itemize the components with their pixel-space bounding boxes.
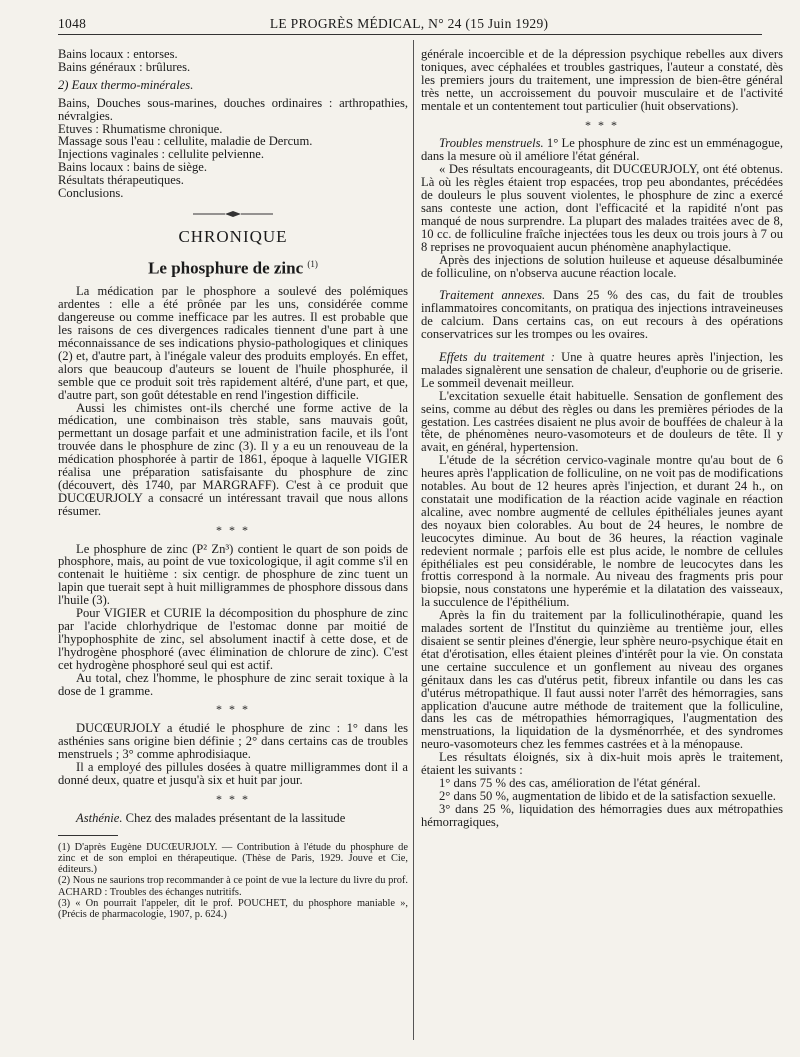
page-number: 1048	[58, 16, 87, 31]
result-line: 3° dans 25 %, liquidation des hémorragies dues aux métropathies hémorragiques,	[421, 801, 783, 829]
paragraph: Après la fin du traitement par la folliculinothérapie, quand les malades sortent de l'Institut du quinzième au trentième jour, elles disaient se sentir pleines d'énergie, leur sphère neuro-psychique était en état d'érotisation, elles étaient pleines d'intérêt pour la vie. On constata une certaine succulence et un gonflement au niveau des organes génitaux dans les cas d'utérus petit, fibreux infantile ou dans les cas d'utérus métropathique. Il faut aussi noter l'arrêt des hémorragies, sans application d'aucune autre méthode de traitement que la folliculine, dans les cas de métropathies hémorragiques, l'augmentation des menstruations, la liquidation de la dysménorrhée, et des syndromes neuro-vasomoteurs chez les femmes castrées et à la ménopause.	[421, 608, 783, 752]
list-line: Résultats thérapeutiques.	[58, 173, 184, 188]
paragraph: Après des injections de solution huileuse et aqueuse désalbuminée de folliculine, on n'observa aucune réaction locale.	[421, 252, 783, 280]
paragraph	[421, 137, 783, 163]
left-column	[58, 48, 408, 920]
journal-title: LE PROGRÈS MÉDICAL, N° 24 (15 Juin 1929)	[269, 16, 549, 31]
troubles-label: Troubles menstruels.	[439, 136, 544, 151]
list-line: Injections vaginales : cellulite pelvienne.	[58, 147, 264, 162]
paragraph: La médication par le phosphore a soulevé des polémiques ardentes : elle a été prônée par les uns, considérée comme dangereuse ou comme inefficace par les autres. Il est probable que les raisons de ces divergences radicales tiennent d'une part à une méconnaissance de ses indications physio-pathologiques et cliniques (2) et, d'autre part, à l'inégale valeur des produits employés. En effet, alors que beaucoup d'auteurs se louent de l'huile phosphurée, il semble que ce produit soit très rapidement altéré, d'une part, et que, d'autre part, son goût détestable en rend l'ingestion difficile.	[58, 284, 408, 402]
asthenie-text: Chez des malades présentant de la lassitude	[125, 810, 346, 825]
annexes-label: Traitement annexes.	[439, 288, 546, 303]
list-line: Bains locaux : bains de siège.	[58, 160, 207, 175]
paragraph	[421, 351, 783, 390]
footnote: (3) « On pourrait l'appeler, dit le prof. POUCHET, du phosphore maniable », (Précis de pharmacologie, 1907, p. 624.)	[58, 897, 408, 920]
paragraph: L'étude de la sécrétion cervico-vaginale montre qu'au bout de 6 heures après l'application de folliculine, on ne voit pas de modifications notables. Au bout de 12 heures après l'injection, et durant 24 h., on constatait une modification de la réaction acide vaginale en réaction alcaline, avec nombre augmenté de cellules épithéliales jeunes ayant des noyaux bien colorables. Au bout de 24 heures, le nombre de leucocytes diminue. Au bout de 36 heures, la réaction vaginale redevient normale ; parfois elle est plus acide, le nombre de cellules épithéliales est peu considérable, le nombre de leucocytes dans les frottis correspond à la normale. Au niveau des fragments pris pour biopsie, nous constatons une hyperémie et la dilatation des vaisseaux, la succulence de l'épithélium.	[421, 453, 783, 610]
paragraph: Au total, chez l'homme, le phosphure de zinc serait toxique à la dose de 1 gramme.	[58, 670, 408, 698]
section-separator: * * *	[216, 522, 250, 537]
list-line: Bains généraux : brûlures.	[58, 59, 191, 74]
right-column	[421, 48, 783, 829]
section-separator: * * *	[216, 702, 250, 717]
footnotes	[58, 842, 408, 920]
list-line: Etuves : Rhumatisme chronique.	[58, 121, 223, 136]
paragraph: générale incoercible et de la dépression psychique rebelles aux divers toniques, avec céphalées et troubles gastriques, l'auteur a constaté, dès les premiers jours du traitement, une impression de bien-être général très nette, un accroissement du pouvoir musculaire et de l'activité mentale et un contentement tout particulier (huit observations).	[421, 47, 783, 113]
paragraph: Aussi les chimistes ont-ils cherché une forme active de la médication, une combinaison très stable, sans mauvais goût, permettant un dosage parfait et une administration facile, et ils l'ont trouvée dans le phosphure de zinc (3). Il y a eu un renouveau de la médication phosphorée à partir de 1861, époque à laquelle VIGIER réalisa une préparation satisfaisante du phosphure de zinc (découvert, dès 1740, par MARGRAFF). C'est à ce produit que DUCŒURJOLY a consacré un intéressant travail que nous allons résumer.	[58, 400, 408, 518]
article-title: Le phosphure de zinc $^{(1)}$	[148, 258, 318, 278]
section-heading: CHRONIQUE	[178, 226, 288, 246]
asthenie-label: Asthénie.	[76, 810, 123, 825]
section-separator: * * *	[216, 791, 250, 806]
list-line: Conclusions.	[58, 186, 124, 201]
paragraph: L'excitation sexuelle était habituelle. Sensation de gonflement des seins, comme au début des règles ou dans les premières périodes de la gestation. Les castrées disaient ne plus avoir de bouffées de chaleur à la tête, de phénomènes neuro-vasomoteurs et de douleurs de tête. Il y avait, en général, hypertension.	[421, 388, 783, 455]
paragraph: « Des résultats encourageants, dit DUCŒURJOLY, ont été obtenus. Là où les règles étaient trop espacées, trop peu abondantes, précédées de douleurs le plus souvent violentes, le phosphure de zinc a exercé sans conteste une action, dont l'efficacité et la rapidité n'ont pas manqué de nous surprendre. La plupart des malades traitées avec de 8, 10 cc. de folliculine fraîche injectées tous les deux ou trois jours à 7 ou 8 reprises ne provoquaient aucun phénomène anaphylactique.	[421, 162, 783, 254]
paragraph	[58, 812, 408, 825]
paragraph: DUCŒURJOLY a étudié le phosphure de zinc : 1° dans les asthénies sans origine bien définie ; 2° dans certains cas de troubles menstruels ; 3° comme aphrodisiaque.	[58, 721, 408, 762]
list-line: Bains locaux : entorses.	[58, 47, 178, 61]
paragraph: Les résultats éloignés, six à dix-huit mois après le traitement, étaient les suivants :	[421, 750, 783, 778]
paragraph	[421, 289, 783, 341]
ornament-divider	[58, 208, 408, 221]
title-footnote-ref: (1)	[307, 258, 318, 269]
effets-text: Une à quatre heures après l'injection, les malades signalèrent une sensation de chaleur, d'euphorie ou de griserie. Le sommeil devenait meilleur.	[421, 350, 783, 390]
footnote: (1) D'après Eugène DUCŒURJOLY. — Contribution à l'étude du phosphure de zinc et de son emploi en thérapeutique. (Thèse de Paris, 1929. Jouve et Cie, éditeurs.)	[58, 841, 408, 876]
list-line: Massage sous l'eau : cellulite, maladie de Dercum.	[58, 134, 313, 149]
eaux-heading: 2) Eaux thermo-minérales.	[58, 77, 194, 92]
troubles-text: 1° Le phosphure de zinc est un emménagogue, dans la mesure où il améliore l'état général.	[421, 136, 783, 164]
effets-label: Effets du traitement :	[439, 350, 555, 365]
column-divider	[413, 40, 414, 1040]
footnote: (2) Nous ne saurions trop recommander à ce point de vue la lecture du livre du prof. ACHARD : Troubles des échanges nutritifs.	[58, 875, 408, 898]
ornament-icon	[193, 210, 273, 218]
paragraph: Il a employé des pillules dosées à quatre milligrammes dont il a donné deux, quatre et jusqu'à six et huit par jour.	[58, 760, 408, 787]
page-header	[58, 14, 762, 35]
result-line: 2° dans 50 %, augmentation de libido et de la satisfaction sexuelle.	[439, 788, 776, 803]
footnote-rule	[58, 835, 118, 836]
list-line: Bains, Douches sous-marines, douches ordinaires : arthropathies, névralgies.	[58, 95, 408, 123]
paragraph: Pour VIGIER et CURIE la décomposition du phosphure de zinc par l'acide chlorhydrique de l'estomac donne par moitié de l'hypophosphite de zinc, sel absolument inactif à cette dose, et de l'hydrogène phosphoré (avec élimination de chlorure de zinc). C'est cet hydrogène phosphoré seul qui est actif.	[58, 606, 408, 672]
result-line: 1° dans 75 % des cas, amélioration de l'état général.	[439, 775, 701, 790]
annexes-text: Dans 25 % des cas, du fait de troubles inflammatoires concomitants, on pratiqua des injections intraveineuses de calcium. Dans certains cas, on eut recours à des opérations conservatrices sur les trompes ou les ovaires.	[421, 288, 783, 342]
section-separator: * * *	[585, 117, 619, 132]
paragraph: Le phosphure de zinc (P² Zn³) contient le quart de son poids de phosphore, mais, au point de vue toxicologique, il agit comme s'il en contenait le huitième : six centigr. de phosphure de zinc tuent un lapin que tuerait sept à huit milligrammes de phosphore dissous dans l'huile (3).	[58, 541, 408, 608]
